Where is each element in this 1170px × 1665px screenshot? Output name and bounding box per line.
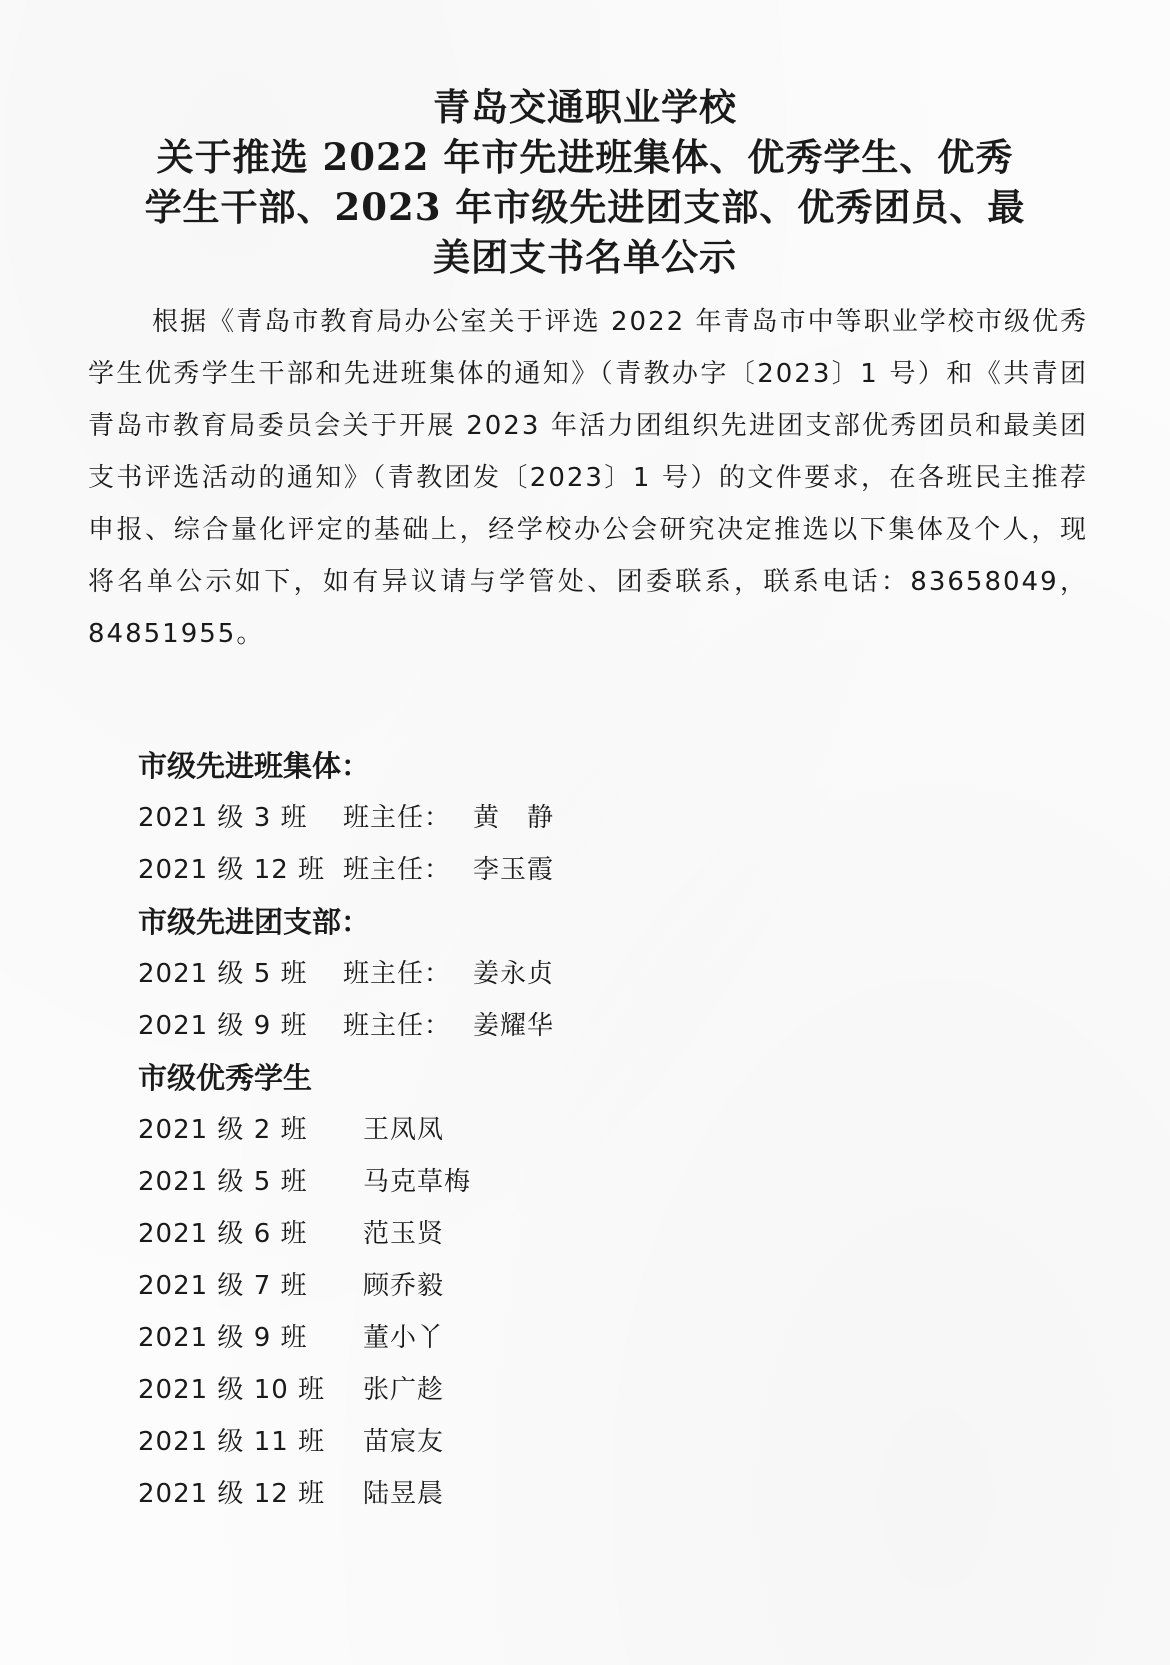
body-paragraph [88, 296, 1088, 660]
list-item [138, 1260, 838, 1312]
student-name: 张广趁 [363, 1375, 445, 1405]
class-name: 2021 级 5 班 [138, 959, 308, 989]
teacher-label: 班主任： [343, 1011, 452, 1041]
title-line-4: 美团支书名单公示 [433, 235, 737, 279]
class-name: 2021 级 9 班 [138, 1323, 308, 1353]
title-school-name: 青岛交通职业学校 [433, 85, 737, 129]
student-name: 顾乔毅 [363, 1271, 445, 1301]
list-item [138, 1104, 838, 1156]
class-name: 2021 级 7 班 [138, 1271, 308, 1301]
list-item [138, 844, 838, 896]
section-heading: 市级先进班集体： [138, 749, 371, 783]
student-name: 陆昱晨 [363, 1479, 445, 1509]
teacher-name: 姜永贞 [473, 959, 555, 989]
list-item [138, 1312, 838, 1364]
title-line-2: 关于推选 2022 年市先进班集体、优秀学生、优秀 [156, 135, 1014, 179]
section-advanced-class [138, 740, 838, 896]
list-item [138, 1416, 838, 1468]
title-line-3: 学生干部、2023 年市级先进团支部、优秀团员、最 [144, 185, 1026, 229]
list-item [138, 1208, 838, 1260]
class-name: 2021 级 9 班 [138, 1011, 308, 1041]
list-item [138, 1156, 838, 1208]
section-excellent-students [138, 1052, 838, 1520]
section-advanced-league-branch [138, 896, 838, 1052]
list-item [138, 1364, 838, 1416]
class-name: 2021 级 3 班 [138, 803, 308, 833]
section-heading: 市级先进团支部： [138, 905, 371, 939]
teacher-label: 班主任： [343, 803, 452, 833]
list-item [138, 792, 838, 844]
student-name: 马克草梅 [363, 1167, 472, 1197]
teacher-name: 黄 静 [473, 803, 555, 833]
teacher-label: 班主任： [343, 855, 452, 885]
section-heading: 市级优秀学生 [138, 1061, 313, 1095]
student-name: 苗宸友 [363, 1427, 445, 1457]
class-name: 2021 级 5 班 [138, 1167, 308, 1197]
teacher-label: 班主任： [343, 959, 452, 989]
list-item [138, 1000, 838, 1052]
class-name: 2021 级 6 班 [138, 1219, 308, 1249]
class-name: 2021 级 12 班 [138, 855, 326, 885]
document-title [80, 82, 1090, 282]
list-item [138, 1468, 838, 1520]
class-name: 2021 级 2 班 [138, 1115, 308, 1145]
class-name: 2021 级 12 班 [138, 1479, 326, 1509]
class-name: 2021 级 11 班 [138, 1427, 326, 1457]
student-name: 董小丫 [363, 1323, 445, 1353]
list-item [138, 948, 838, 1000]
student-name: 王凤凤 [363, 1115, 445, 1145]
teacher-name: 姜耀华 [473, 1011, 555, 1041]
teacher-name: 李玉霞 [473, 855, 555, 885]
student-name: 范玉贤 [363, 1219, 445, 1249]
award-lists [138, 740, 838, 1520]
body-text: 根据《青岛市教育局办公室关于评选 2022 年青岛市中等职业学校市级优秀学生优秀学生干部和先进班集体的通知》（青教办字〔2023〕1 号）和《共青团青岛市教育局委员会关于开展 2023 年活力团组织先进团支部优秀团员和最美团支书评选活动的通知》（青教团发〔2023〕1 号）的文件要求，在各班民主推荐申报、综合量化评定的基础上，经学校办公会研究决定推选以下集体及个人，现将名单公示如下，如有异议请与学管处、团委联系，联系电话：83658049，84851955。 [88, 307, 1088, 649]
class-name: 2021 级 10 班 [138, 1375, 326, 1405]
